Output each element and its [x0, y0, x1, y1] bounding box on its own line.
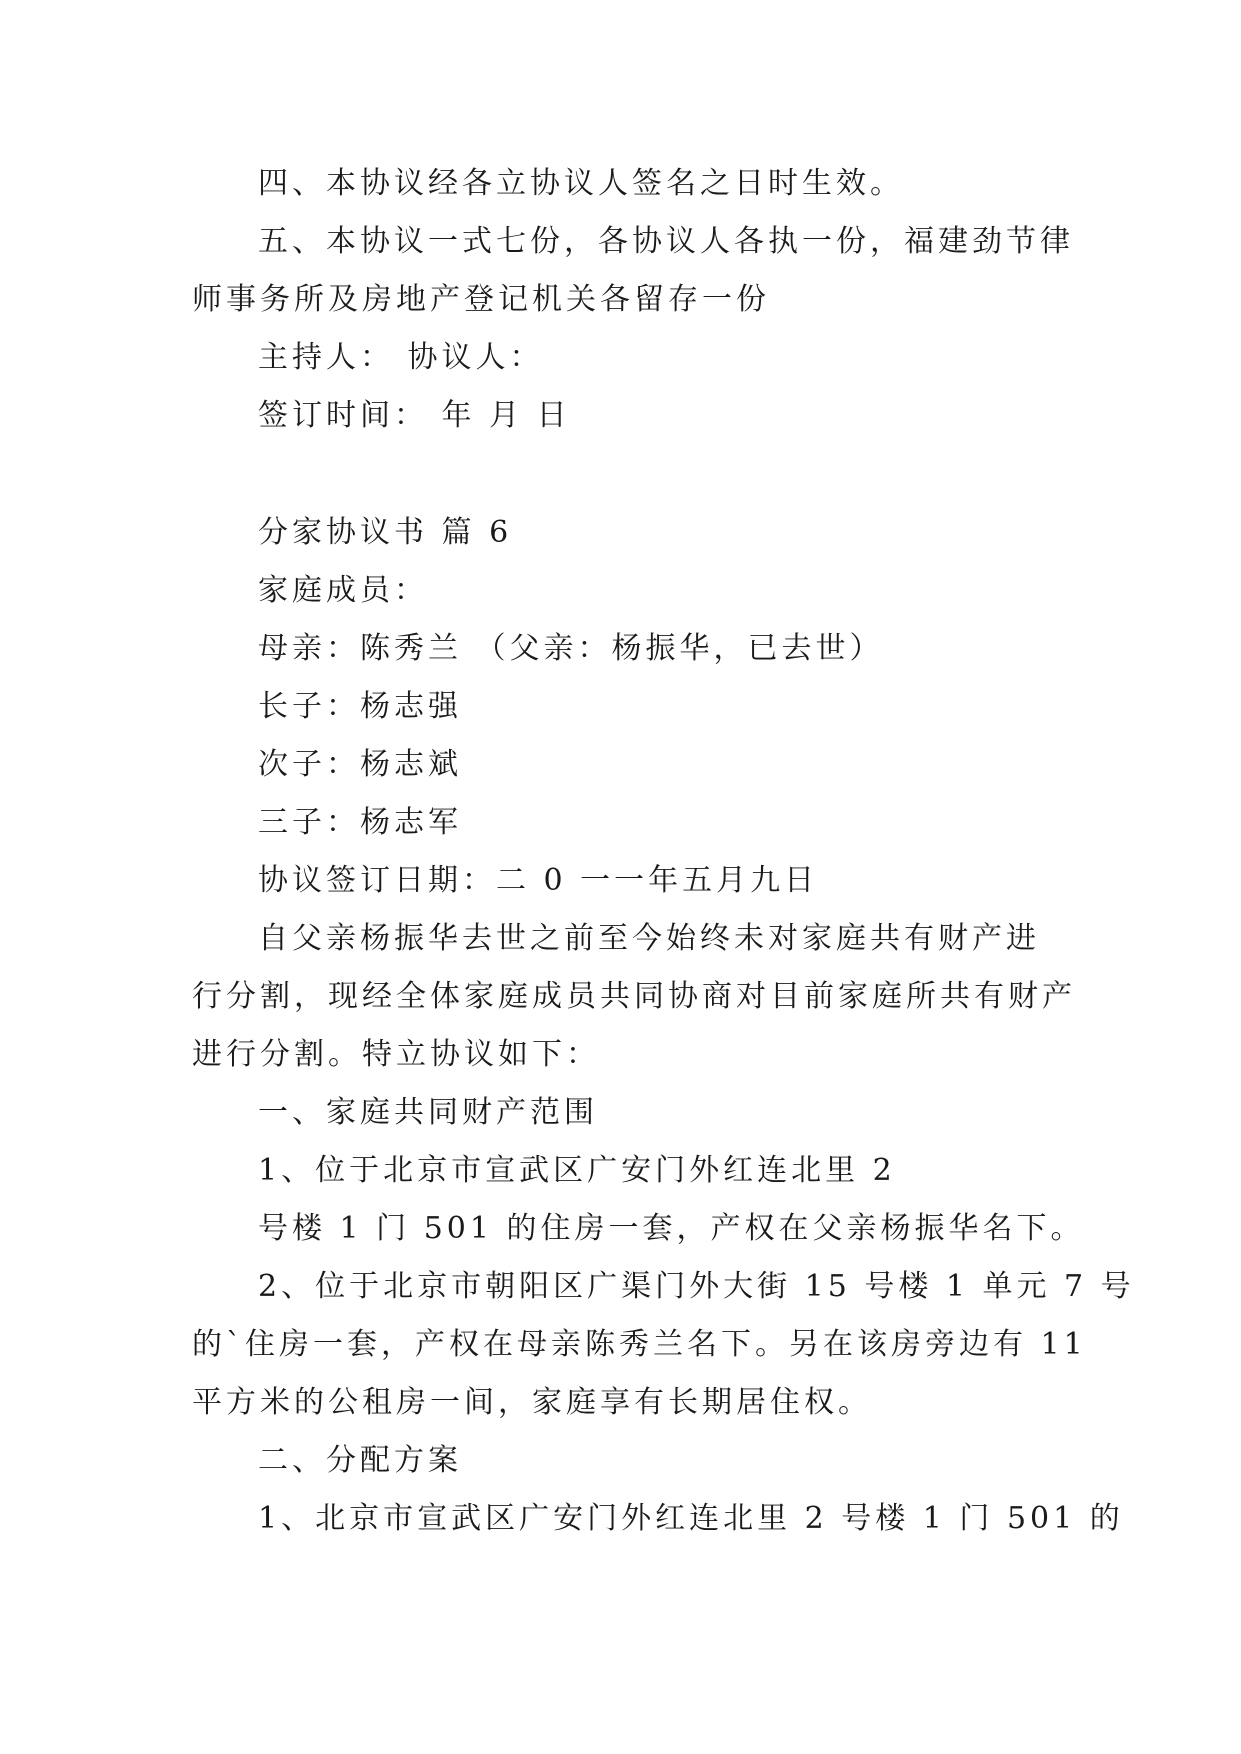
- preamble-line-3: 进行分割。特立协议如下：: [192, 1037, 600, 1072]
- member-mother: 母亲：陈秀兰 （父亲：杨振华，已去世）: [258, 631, 884, 666]
- member-eldest-son: 长子：杨志强: [258, 689, 462, 724]
- preamble-line-2: 行分割，现经全体家庭成员共同协商对目前家庭所共有财产: [192, 979, 1076, 1014]
- property-2-line-3: 平方米的公租房一间，家庭享有长期居住权。: [192, 1385, 872, 1420]
- signing-date: 签订时间： 年 月 日: [258, 398, 571, 433]
- property-1-line-2: 号楼 1 门 501 的住房一套，产权在父亲杨振华名下。: [258, 1211, 1085, 1246]
- family-members-heading: 家庭成员：: [258, 573, 428, 608]
- preamble-line-1: 自父亲杨振华去世之前至今始终未对家庭共有财产进: [258, 921, 1040, 956]
- property-2-line-1: 2、位于北京市朝阳区广渠门外大街 15 号楼 1 单元 7 号: [258, 1269, 1135, 1304]
- section-title: 分家协议书 篇 6: [258, 515, 513, 550]
- distribution-1-line-1: 1、北京市宣武区广安门外红连北里 2 号楼 1 门 501 的: [258, 1501, 1124, 1536]
- heading-distribution-plan: 二、分配方案: [258, 1443, 462, 1478]
- clause-5-line-1: 五、本协议一式七份，各协议人各执一份，福建劲节律: [258, 224, 1074, 259]
- agreement-date: 协议签订日期：二 0 一一年五月九日: [258, 863, 819, 898]
- signatories: 主持人： 协议人：: [258, 340, 544, 375]
- clause-5-line-2: 师事务所及房地产登记机关各留存一份: [192, 282, 770, 317]
- member-third-son: 三子：杨志军: [258, 805, 462, 840]
- heading-property-scope: 一、家庭共同财产范围: [258, 1095, 598, 1130]
- clause-4: 四、本协议经各立协议人签名之日时生效。: [258, 166, 904, 201]
- property-1-line-1: 1、位于北京市宣武区广安门外红连北里 2: [258, 1153, 896, 1188]
- member-second-son: 次子：杨志斌: [258, 747, 462, 782]
- property-2-line-2: 的`住房一套，产权在母亲陈秀兰名下。另在该房旁边有 11: [192, 1327, 1087, 1362]
